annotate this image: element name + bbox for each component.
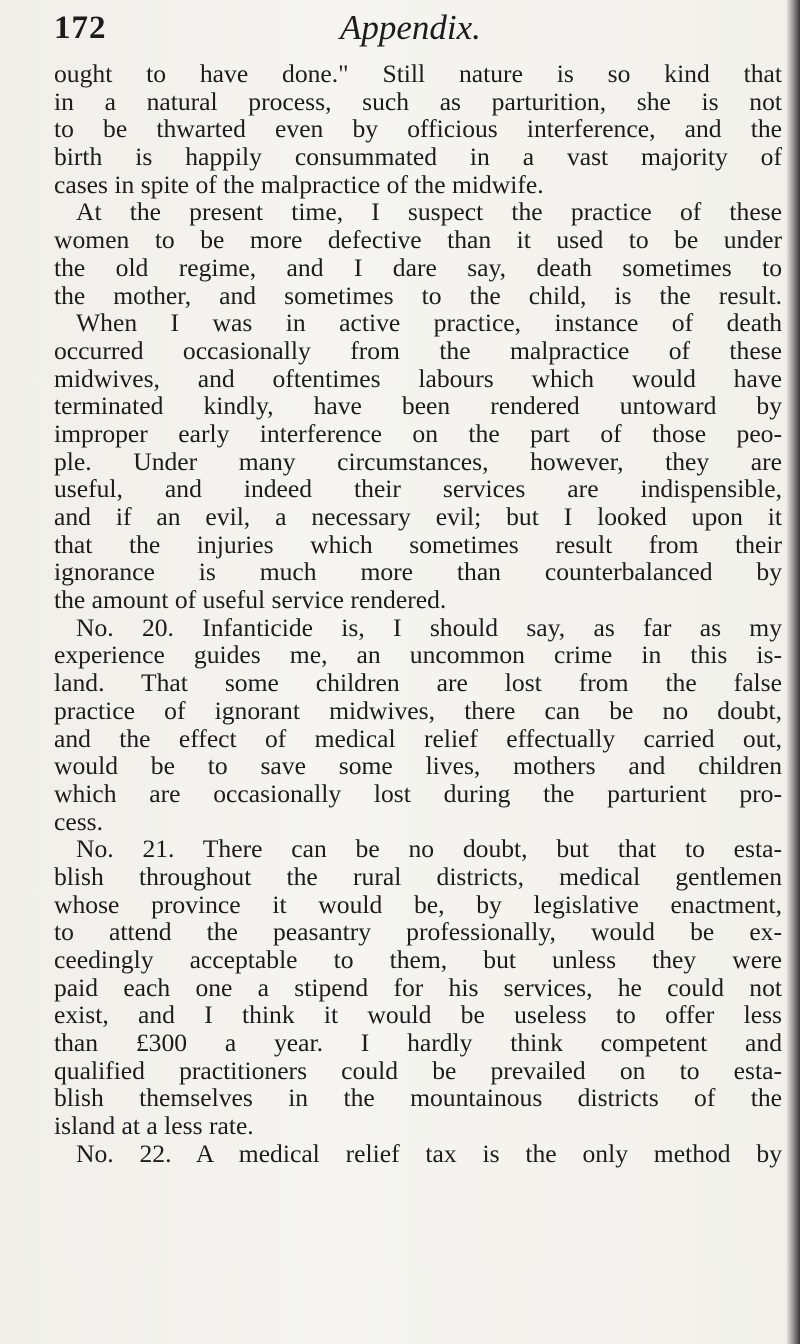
text-line: to attend the peasantry professionally, would be ex-: [54, 917, 782, 947]
text-line: land. That some children are lost from the false: [54, 668, 782, 698]
text-line: No. 21. There can be no doubt, but that to esta-: [76, 834, 782, 864]
text-line: qualified practitioners could be prevailed on to esta-: [54, 1055, 782, 1085]
text-line: women to be more defective than it used to be under: [54, 225, 782, 255]
text-line: and if an evil, a necessary evil; but I looked upon it: [54, 502, 782, 531]
text-line: ceedingly acceptable to them, but unless they were: [54, 945, 782, 974]
text-line: experience guides me, an uncommon crime in this is-: [54, 640, 782, 670]
body-text: [54, 60, 782, 1168]
text-line: practice of ignorant midwives, there can be no doubt,: [54, 695, 782, 725]
text-line: blish themselves in the mountainous districts of the: [54, 1083, 782, 1113]
text-line: exist, and I think it would be useless to offer less: [54, 1000, 782, 1030]
running-head: Appendix.: [340, 8, 481, 47]
text-line: paid each one a stipend for his services, he could not: [54, 972, 782, 1002]
text-line: cess.: [54, 806, 104, 836]
text-line: terminated kindly, have been rendered untoward by: [54, 391, 782, 421]
text-line: birth is happily consummated in a vast majority of: [54, 142, 782, 172]
text-line: and the effect of medical relief effectually carried out,: [54, 723, 782, 753]
text-line: that the injuries which sometimes result from their: [54, 529, 782, 559]
text-line: the mother, and sometimes to the child, is the result.: [54, 280, 782, 310]
text-line: When I was in active practice, instance of death: [76, 308, 782, 338]
text-line: which are occasionally lost during the parturient pro-: [54, 778, 782, 808]
text-line: ought to have done." Still nature is so kind that: [54, 59, 782, 88]
text-line: occurred occasionally from the malpractice of these: [54, 335, 782, 365]
text-line: No. 22. A medical relief tax is the only method by: [76, 1138, 782, 1168]
text-line: No. 20. Infanticide is, I should say, as far as my: [76, 612, 782, 642]
text-line: than £300 a year. I hardly think competent and: [54, 1028, 782, 1058]
text-line: useful, and indeed their services are indispensible,: [54, 474, 782, 504]
text-line: midwives, and oftentimes labours which would have: [54, 363, 782, 393]
text-line: would be to save some lives, mothers and children: [54, 751, 782, 781]
page-edge-shadow: [786, 0, 800, 1344]
text-line: to be thwarted even by officious interference, and the: [54, 114, 782, 144]
text-line: whose province it would be, by legislative enactment,: [54, 889, 782, 919]
text-line: improper early interference on the part of those peo-: [54, 418, 782, 448]
text-line: ignorance is much more than counterbalanced by: [54, 557, 782, 587]
text-line: ple. Under many circumstances, however, they are: [54, 446, 782, 476]
text-line: blish throughout the rural districts, medical gentlemen: [54, 861, 782, 891]
text-line: the amount of useful service rendered.: [54, 585, 447, 615]
text-line: the old regime, and I dare say, death sometimes to: [54, 252, 782, 282]
text-line: At the present time, I suspect the practice of these: [76, 197, 782, 227]
text-line: in a natural process, such as parturition, she is not: [54, 86, 782, 116]
page-number: 172: [54, 10, 107, 46]
text-line: island at a less rate.: [54, 1111, 254, 1141]
text-line: cases in spite of the malpractice of the midwife.: [54, 169, 544, 199]
page-header: [0, 6, 800, 56]
